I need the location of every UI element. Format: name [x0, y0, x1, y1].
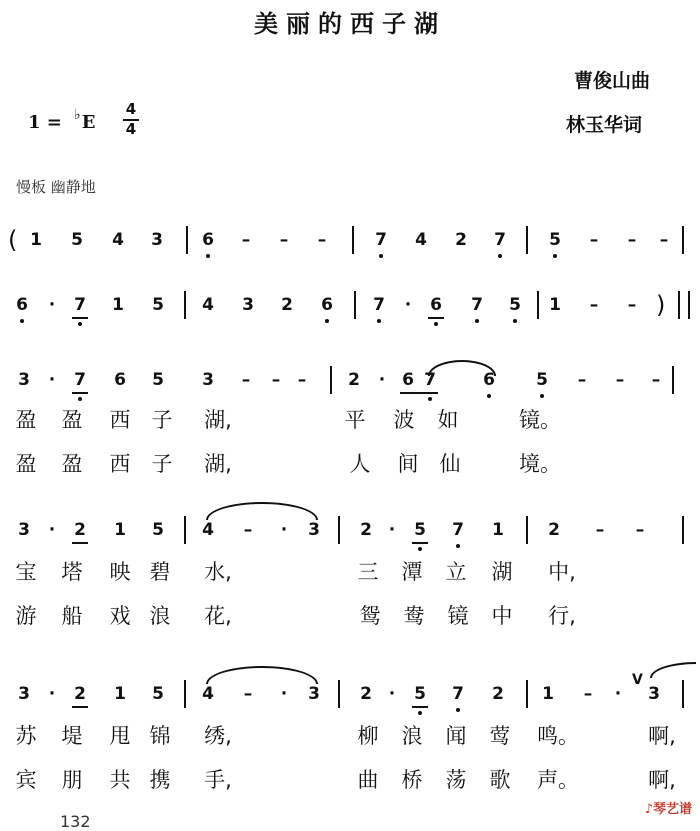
lyrics-system-3-verse-2: [0, 448, 700, 480]
lyric: 潭: [401, 560, 423, 584]
note: 3: [308, 684, 320, 704]
note: –: [651, 370, 661, 390]
note: 7: [452, 684, 464, 704]
lyric: 鸯: [403, 604, 425, 628]
flat-sign: ♭: [74, 107, 81, 123]
lyric: 手,: [204, 768, 232, 792]
dot: ·: [388, 520, 396, 540]
note: 1: [549, 295, 561, 315]
lyric: 碧: [149, 560, 171, 584]
lyric: 浪: [149, 604, 171, 628]
underline: [72, 392, 88, 394]
lyricist-credit: 林玉华词: [566, 114, 643, 136]
lyric: 湖,: [204, 452, 232, 476]
note: 2: [348, 370, 360, 390]
octave-dot: [434, 322, 438, 326]
lyric: 子: [151, 452, 173, 476]
dot: ·: [280, 520, 288, 540]
lyric: 如: [437, 408, 459, 432]
note: 5: [536, 370, 548, 390]
lyric: 花,: [204, 604, 232, 628]
lyric: 船: [61, 604, 83, 628]
lyric: 镜。: [519, 408, 561, 432]
watermark-logo: [645, 798, 692, 817]
octave-dot: [418, 711, 422, 715]
note: 3: [18, 520, 30, 540]
note: –: [589, 295, 599, 315]
barline: [682, 680, 684, 708]
lyric: 荡: [445, 768, 467, 792]
note: 7: [452, 520, 464, 540]
lyric: 甩: [109, 724, 131, 748]
barline: [338, 516, 340, 544]
key-note: E: [81, 112, 96, 133]
note: 3: [648, 684, 660, 704]
note: 7: [471, 295, 483, 315]
note: 3: [18, 684, 30, 704]
note: 1: [542, 684, 554, 704]
octave-dot: [487, 394, 491, 398]
octave-dot: [20, 319, 24, 323]
lyric: 歌: [489, 768, 511, 792]
page-number: 132: [60, 812, 91, 831]
note: 5: [549, 230, 561, 250]
lyric: 盈: [15, 452, 37, 476]
note: –: [589, 230, 599, 250]
dot: ·: [48, 370, 56, 390]
note: –: [659, 230, 669, 250]
lyric: 塔: [61, 560, 83, 584]
underline: [72, 706, 88, 708]
note: 1: [30, 230, 42, 250]
note: 5: [152, 295, 164, 315]
note: 6: [114, 370, 126, 390]
note: 1: [114, 520, 126, 540]
lyric: 游: [15, 604, 37, 628]
note: –: [243, 684, 253, 704]
note: –: [243, 520, 253, 540]
lyric: 西: [109, 452, 131, 476]
note: –: [583, 684, 593, 704]
dot: ·: [280, 684, 288, 704]
lyric: 苏: [15, 724, 37, 748]
note: 4: [202, 520, 214, 540]
staff-system-5: [0, 672, 700, 716]
lyric: 湖: [491, 560, 513, 584]
note: 6: [16, 295, 28, 315]
note: –: [297, 370, 307, 390]
time-signature-bottom: 4: [125, 120, 137, 138]
note: 1: [114, 684, 126, 704]
note: 7: [373, 295, 385, 315]
open-repeat-paren: (: [8, 226, 18, 254]
note: 3: [202, 370, 214, 390]
barline: [184, 291, 186, 319]
note: 1: [112, 295, 124, 315]
lyric: 西: [109, 408, 131, 432]
octave-dot: [456, 708, 460, 712]
note: –: [317, 230, 327, 250]
octave-dot: [456, 544, 460, 548]
underline: [428, 317, 444, 319]
barline: [682, 516, 684, 544]
lyric: 映: [109, 560, 131, 584]
dot: ·: [48, 684, 56, 704]
barline: [354, 291, 356, 319]
lyric: 鸳: [359, 604, 381, 628]
note: 1: [492, 520, 504, 540]
lyric: 宾: [15, 768, 37, 792]
note: –: [627, 230, 637, 250]
lyric: 波: [393, 408, 415, 432]
song-title: 美丽的西子湖: [254, 9, 446, 38]
lyric: 人: [349, 452, 371, 476]
lyric: 盈: [61, 452, 83, 476]
note: 7: [74, 295, 86, 315]
note: 5: [71, 230, 83, 250]
barline: [537, 291, 539, 319]
note: 4: [202, 684, 214, 704]
dot: ·: [388, 684, 396, 704]
lyrics-system-5-verse-1: [0, 720, 700, 752]
lyrics-system-4-verse-2: [0, 600, 700, 632]
lyric: 盈: [15, 408, 37, 432]
final-barline: [688, 291, 690, 319]
note: 5: [152, 370, 164, 390]
note: 6: [430, 295, 442, 315]
note: 7: [494, 230, 506, 250]
note: 4: [202, 295, 214, 315]
time-signature-top: 4: [125, 100, 137, 118]
note: 2: [492, 684, 504, 704]
barline: [526, 516, 528, 544]
note: 4: [415, 230, 427, 250]
note: –: [241, 370, 251, 390]
lyric: 镜: [447, 604, 469, 628]
note: 3: [242, 295, 254, 315]
note: –: [279, 230, 289, 250]
note: –: [271, 370, 281, 390]
barline: [330, 366, 332, 394]
dot: ·: [48, 520, 56, 540]
note: –: [241, 230, 251, 250]
lyric: 啊,: [648, 724, 676, 748]
breath-mark: V: [632, 672, 643, 688]
octave-dot: [498, 254, 502, 258]
lyric: 莺: [489, 724, 511, 748]
slur: [206, 666, 318, 684]
note: –: [577, 370, 587, 390]
lyrics-system-4-verse-1: [0, 556, 700, 588]
octave-dot: [513, 319, 517, 323]
key-prefix: 1 =: [28, 112, 69, 133]
lyric: 曲: [357, 768, 379, 792]
octave-dot: [377, 319, 381, 323]
barline: [186, 226, 188, 254]
note: 5: [414, 684, 426, 704]
underline: [400, 392, 438, 394]
octave-dot: [325, 319, 329, 323]
lyric: 柳: [357, 724, 379, 748]
note: 7: [424, 370, 436, 390]
note: 3: [151, 230, 163, 250]
barline: [338, 680, 340, 708]
note: 6: [402, 370, 414, 390]
lyric: 子: [151, 408, 173, 432]
note: 5: [509, 295, 521, 315]
composer-credit: 曹俊山曲: [574, 70, 651, 92]
lyric: 锦: [149, 724, 171, 748]
octave-dot: [475, 319, 479, 323]
note: 2: [360, 684, 372, 704]
lyric: 鸣。: [537, 724, 579, 748]
note: 7: [375, 230, 387, 250]
lyrics-system-3-verse-1: [0, 404, 700, 436]
lyric: 桥: [401, 768, 423, 792]
lyric: 三: [357, 560, 379, 584]
octave-dot: [418, 547, 422, 551]
note: 2: [455, 230, 467, 250]
lyric: 行,: [548, 604, 576, 628]
note: 6: [483, 370, 495, 390]
lyric: 堤: [61, 724, 83, 748]
note: 5: [152, 684, 164, 704]
note: 2: [74, 684, 86, 704]
lyrics-system-5-verse-2: [0, 764, 700, 796]
key-signature: [28, 107, 96, 133]
lyric: 共: [109, 768, 131, 792]
octave-dot: [428, 397, 432, 401]
lyric: 湖,: [204, 408, 232, 432]
barline: [184, 680, 186, 708]
barline: [672, 366, 674, 394]
note: 2: [281, 295, 293, 315]
lyric: 立: [445, 560, 467, 584]
note: –: [595, 520, 605, 540]
staff-system-3: [0, 362, 700, 402]
note: 2: [74, 520, 86, 540]
lyric: 啊,: [648, 768, 676, 792]
lyric: 平: [344, 408, 366, 432]
note: 6: [321, 295, 333, 315]
lyric: 水,: [204, 560, 232, 584]
note: 6: [202, 230, 214, 250]
note: 3: [18, 370, 30, 390]
lyric: 戏: [109, 604, 131, 628]
barline: [678, 291, 680, 319]
underline: [72, 542, 88, 544]
octave-dot: [78, 322, 82, 326]
lyric: 中,: [548, 560, 576, 584]
lyric: 浪: [401, 724, 423, 748]
lyric: 境。: [519, 452, 561, 476]
dot: ·: [614, 684, 622, 704]
octave-dot: [206, 254, 210, 258]
octave-dot: [540, 394, 544, 398]
lyric: 声。: [537, 768, 579, 792]
lyric: 仙: [439, 452, 461, 476]
note: 4: [112, 230, 124, 250]
octave-dot: [78, 397, 82, 401]
lyric: 携: [149, 768, 171, 792]
close-repeat-paren: ): [656, 291, 666, 319]
barline: [526, 680, 528, 708]
underline: [72, 317, 88, 319]
barline: [352, 226, 354, 254]
dot: ·: [378, 370, 386, 390]
underline: [412, 542, 428, 544]
octave-dot: [553, 254, 557, 258]
lyric: 中: [491, 604, 513, 628]
octave-dot: [379, 254, 383, 258]
note: –: [635, 520, 645, 540]
slur: [206, 502, 318, 520]
staff-system-4: [0, 512, 700, 552]
lyric: 朋: [61, 768, 83, 792]
lyric: 绣,: [204, 724, 232, 748]
logo-icon: ♪: [644, 802, 653, 817]
dot: ·: [404, 295, 412, 315]
note: 5: [414, 520, 426, 540]
dot: ·: [48, 295, 56, 315]
lyric: 盈: [61, 408, 83, 432]
barline: [184, 516, 186, 544]
underline: [412, 706, 428, 708]
slur: [650, 662, 696, 678]
lyric: 宝: [15, 560, 37, 584]
note: 7: [74, 370, 86, 390]
tempo-marking: 慢板 幽静地: [16, 178, 96, 196]
barline: [682, 226, 684, 254]
staff-system-1: [0, 222, 700, 262]
note: 3: [308, 520, 320, 540]
staff-system-2: [0, 287, 700, 327]
note: 2: [548, 520, 560, 540]
watermark-text: 琴艺谱: [652, 802, 692, 817]
note: 5: [152, 520, 164, 540]
note: –: [615, 370, 625, 390]
lyric: 间: [397, 452, 419, 476]
lyric: 闻: [445, 724, 467, 748]
note: –: [627, 295, 637, 315]
note: 2: [360, 520, 372, 540]
barline: [526, 226, 528, 254]
